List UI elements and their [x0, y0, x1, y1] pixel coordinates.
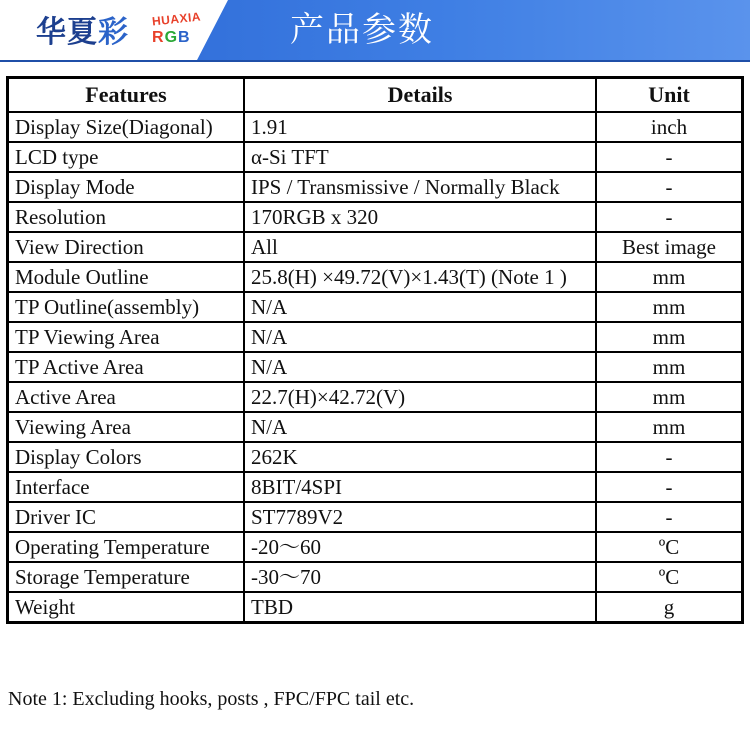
detail-cell: N/A: [244, 292, 596, 322]
table-row: [8, 292, 743, 322]
unit-cell: inch: [596, 112, 743, 142]
unit-cell: -: [596, 472, 743, 502]
feature-cell: TP Outline(assembly): [8, 292, 245, 322]
logo-rgb-text: [152, 28, 191, 48]
column-header-features: Features: [8, 78, 245, 113]
logo-letter-r: R: [152, 29, 165, 46]
unit-cell: -: [596, 172, 743, 202]
detail-cell: TBD: [244, 592, 596, 623]
table-row: [8, 172, 743, 202]
unit-cell: mm: [596, 292, 743, 322]
feature-cell: Active Area: [8, 382, 245, 412]
feature-cell: TP Active Area: [8, 352, 245, 382]
footnote: Note 1: Excluding hooks, posts , FPC/FPC tail etc.: [8, 688, 415, 710]
table-row: [8, 322, 743, 352]
table-row: [8, 502, 743, 532]
feature-cell: TP Viewing Area: [8, 322, 245, 352]
unit-cell: -: [596, 502, 743, 532]
logo-chinese-text: [36, 16, 129, 50]
detail-cell: 1.91: [244, 112, 596, 142]
table-row: [8, 532, 743, 562]
spec-table: [6, 76, 744, 624]
brand-logo: [36, 8, 206, 54]
detail-cell: ST7789V2: [244, 502, 596, 532]
unit-cell: mm: [596, 322, 743, 352]
detail-cell: IPS / Transmissive / Normally Black: [244, 172, 596, 202]
table-row: [8, 472, 743, 502]
unit-cell: -: [596, 442, 743, 472]
detail-cell: -30～70: [244, 562, 596, 592]
logo-english-top: HUAXIA: [151, 9, 202, 29]
table-row: [8, 112, 743, 142]
feature-cell: Weight: [8, 592, 245, 623]
feature-cell: Resolution: [8, 202, 245, 232]
detail-cell: N/A: [244, 322, 596, 352]
detail-cell: 25.8(H) ×49.72(V)×1.43(T) (Note 1 ): [244, 262, 596, 292]
detail-cell: All: [244, 232, 596, 262]
feature-cell: Operating Temperature: [8, 532, 245, 562]
table-row: [8, 382, 743, 412]
table-row: [8, 202, 743, 232]
detail-cell: N/A: [244, 412, 596, 442]
logo-cn-part-b: 彩: [98, 15, 129, 50]
feature-cell: Viewing Area: [8, 412, 245, 442]
table-header-row: [8, 78, 743, 113]
table-body: [8, 112, 743, 623]
feature-cell: Interface: [8, 472, 245, 502]
feature-cell: Display Colors: [8, 442, 245, 472]
column-header-details: Details: [244, 78, 596, 113]
detail-cell: 170RGB x 320: [244, 202, 596, 232]
logo-letter-g: G: [164, 29, 179, 46]
detail-cell: 8BIT/4SPI: [244, 472, 596, 502]
feature-cell: Display Size(Diagonal): [8, 112, 245, 142]
detail-cell: -20～60: [244, 532, 596, 562]
logo-letter-b: B: [178, 29, 191, 46]
detail-cell: α-Si TFT: [244, 142, 596, 172]
column-header-unit: Unit: [596, 78, 743, 113]
feature-cell: Display Mode: [8, 172, 245, 202]
logo-cn-part-a: 华夏: [36, 15, 98, 50]
feature-cell: LCD type: [8, 142, 245, 172]
feature-cell: Storage Temperature: [8, 562, 245, 592]
unit-cell: ºC: [596, 562, 743, 592]
detail-cell: 22.7(H)×42.72(V): [244, 382, 596, 412]
feature-cell: View Direction: [8, 232, 245, 262]
unit-cell: ºC: [596, 532, 743, 562]
unit-cell: -: [596, 202, 743, 232]
table-row: [8, 262, 743, 292]
unit-cell: mm: [596, 262, 743, 292]
table-row: [8, 352, 743, 382]
detail-cell: N/A: [244, 352, 596, 382]
page-title: 产品参数: [290, 10, 434, 50]
unit-cell: mm: [596, 412, 743, 442]
table-row: [8, 232, 743, 262]
unit-cell: -: [596, 142, 743, 172]
table-row: [8, 562, 743, 592]
table-row: [8, 142, 743, 172]
header-banner: [0, 0, 750, 62]
unit-cell: Best image: [596, 232, 743, 262]
table-row: [8, 592, 743, 623]
unit-cell: g: [596, 592, 743, 623]
header-bottom-line: [0, 60, 750, 62]
feature-cell: Module Outline: [8, 262, 245, 292]
detail-cell: 262K: [244, 442, 596, 472]
unit-cell: mm: [596, 382, 743, 412]
table-row: [8, 412, 743, 442]
unit-cell: mm: [596, 352, 743, 382]
table-row: [8, 442, 743, 472]
feature-cell: Driver IC: [8, 502, 245, 532]
